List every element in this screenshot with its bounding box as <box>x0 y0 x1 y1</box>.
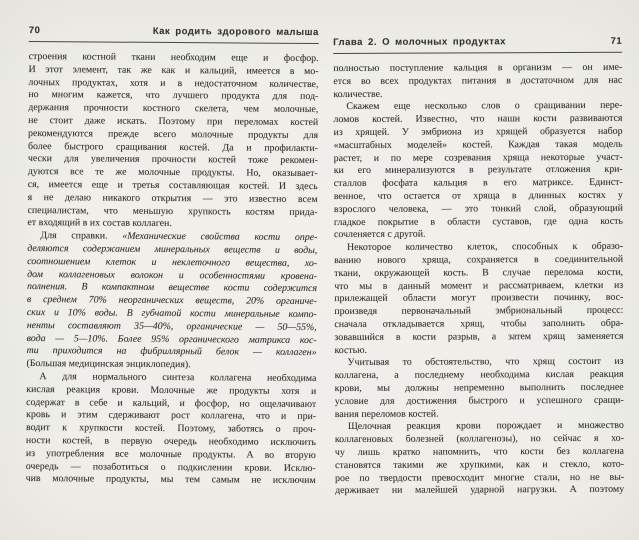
text-line <box>335 394 624 408</box>
text-segment: Скажем еще несколько слов о сращивании пере- <box>346 100 623 113</box>
text-segment: держивает ни малейшей ударной нагрузки. А поэтому <box>335 484 625 497</box>
text-line <box>334 330 623 344</box>
text-segment: дуются все те же молочные продукты. Но, оказывает- <box>27 166 318 180</box>
text-segment: крови, мы должны непременно выполнить последнее <box>334 381 624 394</box>
right-page-body <box>333 62 624 498</box>
text-segment: ется во всех продуктах питания в достаточном для нас <box>333 74 623 87</box>
text-segment-italic: в среднем 70% неорганических веществ, 20% органиче- <box>26 294 317 308</box>
text-line <box>333 75 622 89</box>
text-segment: гладкое покрытие в области суставов, где одна кость <box>333 215 623 228</box>
text-segment: И этот элемент, так же как и кальций, имеется в мо- <box>28 63 319 77</box>
text-segment: я не делаю никакого открытия — это известно всем <box>27 191 318 205</box>
text-line <box>334 203 623 217</box>
text-segment: полностью поступление кальция в организм — он име- <box>333 61 623 74</box>
text-segment: ет входящий в их состав коллаген. <box>27 217 172 230</box>
text-segment: венное, что остается от хряща в длинных костях у <box>333 189 623 202</box>
text-line <box>333 100 622 114</box>
right-running-header <box>333 36 622 48</box>
text-segment: лочных продуктах, хотя и в недостаточном количестве, <box>28 76 319 90</box>
right-page <box>333 11 624 498</box>
text-segment: из употребления все молочные продукты. А во вторую <box>25 447 316 461</box>
left-page-body <box>26 51 319 488</box>
text-segment: вания переломов костей. <box>334 408 439 420</box>
text-segment: Некоторое количество клеток, способных к образо- <box>347 240 624 254</box>
text-segment-italic: ти приходится на фибриллярный белок — коллаген» <box>26 345 317 359</box>
text-segment-italic: ненты составляют 35—40%, органические — 50—55%, <box>26 319 317 333</box>
text-segment: держания прочности костного скелета, чем молочные, <box>28 102 319 116</box>
text-segment: не стоит даже искать. Поэтому при переломах костей <box>28 114 319 129</box>
text-segment-italic: соотношением клеток и неклеточного вещества, хо- <box>27 255 318 269</box>
text-line <box>335 446 624 460</box>
text-segment: что мы в данный момент и рассматриваем, клетки из <box>334 279 624 292</box>
text-line <box>333 113 622 127</box>
text-segment-italic: ских и 10% воды. В губчатой кости минеральные компо- <box>26 306 317 320</box>
text-line <box>335 369 624 383</box>
text-segment: более быстрого сращивания костей. Да и профилакти- <box>27 140 319 154</box>
text-segment: взрослого человека, — это тонкий слой, образующий <box>333 202 623 215</box>
text-segment: зовавшийся в кости разрыв, а затем хрящ заменяется <box>334 330 624 343</box>
text-line <box>334 215 623 229</box>
text-segment: ности костей, в первую очередь необходимо исключить <box>25 434 316 448</box>
text-line <box>334 241 623 255</box>
text-segment: «масштабных моделей» костей. Каждая такая модель <box>333 138 623 151</box>
text-segment: ломов костей. Известно, что наши кости развиваются <box>333 112 623 126</box>
text-segment: Щелочная реакция крови порождает и множество <box>347 420 624 433</box>
text-segment: рое по твердости превосходит многие стали, но не вы- <box>335 471 625 484</box>
text-line <box>335 407 624 421</box>
left-running-header <box>29 25 319 38</box>
text-segment: очередь — позаботиться о подкислении крови. Исклю- <box>25 460 316 474</box>
text-segment: чив молочные продукты, мы тем самым не исключим <box>25 473 316 487</box>
text-line <box>334 279 623 293</box>
text-line <box>334 126 623 140</box>
left-page <box>26 0 319 488</box>
text-segment: рекомендуются прежде всего молочные продукты для <box>28 127 319 141</box>
text-line <box>335 471 624 485</box>
text-line <box>334 292 623 306</box>
right-header-title: Глава 2. О молочных продуктах <box>333 36 506 48</box>
text-line <box>334 305 623 319</box>
text-line <box>335 484 624 498</box>
text-segment: прилежащей области могут произвести починку, вос- <box>334 292 624 305</box>
text-line <box>334 164 623 178</box>
text-line <box>334 254 623 268</box>
text-line <box>335 420 624 434</box>
text-line <box>334 228 623 242</box>
text-segment: сначала откладывается хрящ, чтобы заполнить обра- <box>334 317 624 330</box>
text-segment: из хрящей. У эмбриона из хрящей образуется набор <box>333 125 623 138</box>
text-segment: ся, имеется еще и третья составляющая костей. И здесь <box>27 178 318 192</box>
text-segment: Учитывая то обстоятельство, что хрящ состоит из <box>347 356 624 369</box>
text-segment-italic: полнения. В компактном веществе кости содержится <box>26 281 318 295</box>
text-segment: А для нормального синтеза коллагена необходима <box>39 371 317 384</box>
text-segment: ткани, окружающей кость. В случае перелома кости, <box>334 266 624 279</box>
text-segment: сочленяется с другой. <box>333 228 426 241</box>
text-line <box>334 266 623 280</box>
text-segment: Для справки. <box>40 230 123 242</box>
text-segment: специалистам, что меньшую хрупкость костям прида- <box>27 204 318 218</box>
text-line <box>334 318 623 332</box>
text-line <box>335 382 624 396</box>
left-header-rule <box>29 41 319 44</box>
text-segment: количестве. <box>333 88 383 100</box>
text-segment: содержат в себе и кальций, и фосфор, но ощелачивают <box>26 396 317 410</box>
text-line <box>334 139 623 153</box>
text-segment: ки его минерализуются в результате отложения кри- <box>333 164 623 177</box>
right-page-number: 71 <box>610 35 623 47</box>
text-segment: костью. <box>334 344 368 356</box>
text-line <box>334 177 623 191</box>
text-segment-italic: вода — 5—10%. Более 95% органического матрикса кос- <box>26 332 317 346</box>
left-page-number: 70 <box>28 24 41 37</box>
text-segment: растет, и по мере созревания хряща некоторые участ- <box>333 151 623 164</box>
text-line <box>335 356 624 370</box>
text-line <box>333 87 622 101</box>
text-segment: (Большая медицинская энциклопедия). <box>26 358 191 371</box>
text-segment: ванию нового хряща, сохраняется в соединительной <box>334 253 624 266</box>
text-segment: коллагена, а последнему необходима кислая реакция <box>334 368 624 382</box>
text-segment: становятся такими же хрупкими, как и стекло, кото- <box>334 458 624 471</box>
text-segment: сталлов фосфата кальция в его матриксе. Единст- <box>333 176 623 190</box>
text-line <box>335 433 624 447</box>
text-segment: условие для достижения быстрого и успешного сращи- <box>334 394 624 407</box>
text-line <box>335 458 624 472</box>
text-segment: чу лишь кратко напомнить, что кости без коллагена <box>334 445 624 458</box>
text-segment: коллагеновых болезней (коллагенозы), но сейчас я хо- <box>334 432 624 446</box>
text-segment: кислая реакция крови. Молочные же продукты хотя и <box>26 383 317 397</box>
text-line <box>26 473 316 488</box>
left-header-title: Как родить здорового малыша <box>152 25 319 39</box>
text-segment-italic: «Механические свойства кости опре- <box>122 230 318 244</box>
text-segment-italic: дом коллагеновых волокон и особенностями кровена- <box>27 268 318 282</box>
text-line <box>333 62 622 76</box>
text-segment: но многим кажется, что лучшего продукта для под- <box>28 89 319 103</box>
text-segment: кровь и этим сдерживают рост коллагена, что и при- <box>26 409 317 423</box>
text-line <box>334 151 623 165</box>
text-segment: строения костной ткани необходим еще и фосфор. <box>28 50 319 65</box>
text-line <box>334 190 623 204</box>
right-header-rule <box>333 52 622 54</box>
text-segment: произведя первоначальный эмбриональный процесс: <box>334 304 624 318</box>
text-segment: чески для увеличения прочности костей тоже рекомен- <box>27 153 318 167</box>
text-segment: водит к хрупкости костей. Поэтому, заботясь о проч- <box>25 422 317 436</box>
text-line <box>334 343 623 357</box>
text-segment-italic: деляются содержанием минеральных веществ и воды, <box>27 242 318 256</box>
